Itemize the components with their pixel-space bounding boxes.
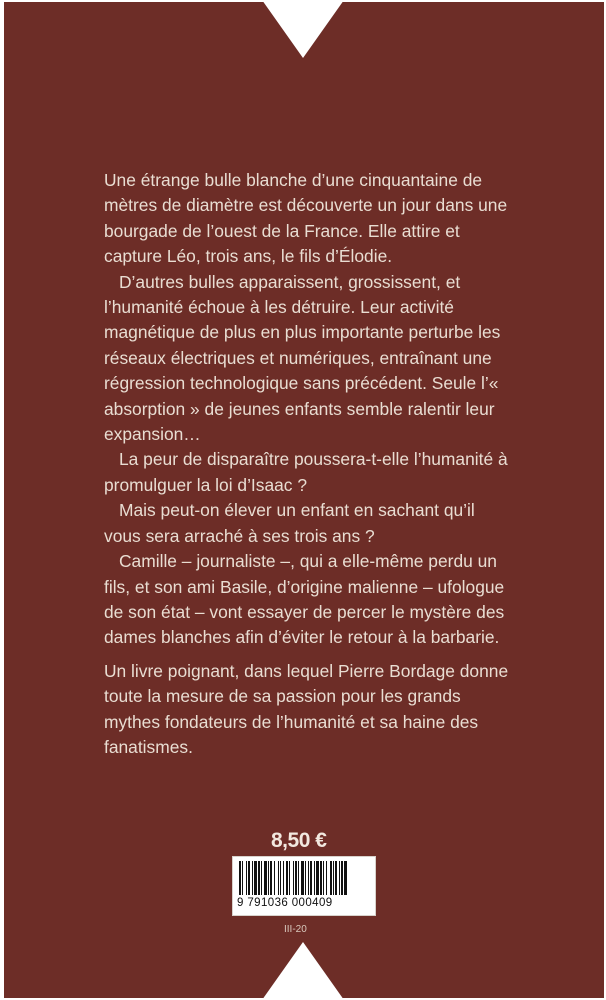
bottom-notch-decoration	[262, 942, 344, 1000]
barcode	[232, 856, 376, 916]
price-label: 8,50 €	[271, 829, 327, 852]
blurb-paragraph-6: Un livre poignant, dans lequel Pierre Bordage donne toute la mesure de sa passion pour les grands mythes fondateurs de l’humanité et sa haine des fanatismes.	[104, 660, 509, 757]
barcode-number: 9 791036 000409	[237, 897, 333, 909]
series-code: III-20	[284, 924, 307, 935]
barcode-bars	[235, 861, 373, 895]
blurb-paragraph-2: D’autres bulles apparaissent, grossissent, et l’humanité échoue à les détruire. Leur activité magnétique de plus en plus importante perturbe les réseaux électriques et numériques, entraînant une régression technologique sans précédent. Seule l’« absorption » de jeunes enfants semble ralentir leur expansion…	[104, 271, 501, 445]
blurb-paragraph-5: Camille – journaliste –, qui a elle-même perdu un fils, et son ami Basile, d’origine malienne – ufologue de son état – vont essayer de percer le mystère des dames blanches afin d’éviter le retour à la barbarie.	[104, 551, 505, 648]
blurb-text	[104, 168, 514, 760]
blurb-paragraph-1: Une étrange bulle blanche d’une cinquantaine de mètres de diamètre est découverte un jour dans une bourgade de l’ouest de la France. Elle attire et capture Léo, trois ans, le fils d’Élodie.	[104, 170, 508, 267]
blurb-paragraph-4: Mais peut-on élever un enfant en sachant qu’il vous sera arraché à ses trois ans ?	[104, 500, 475, 546]
blurb-paragraph-3: La peur de disparaître poussera-t-elle l’humanité à promulguer la loi d’Isaac ?	[104, 449, 508, 495]
top-notch-decoration	[262, 0, 344, 58]
